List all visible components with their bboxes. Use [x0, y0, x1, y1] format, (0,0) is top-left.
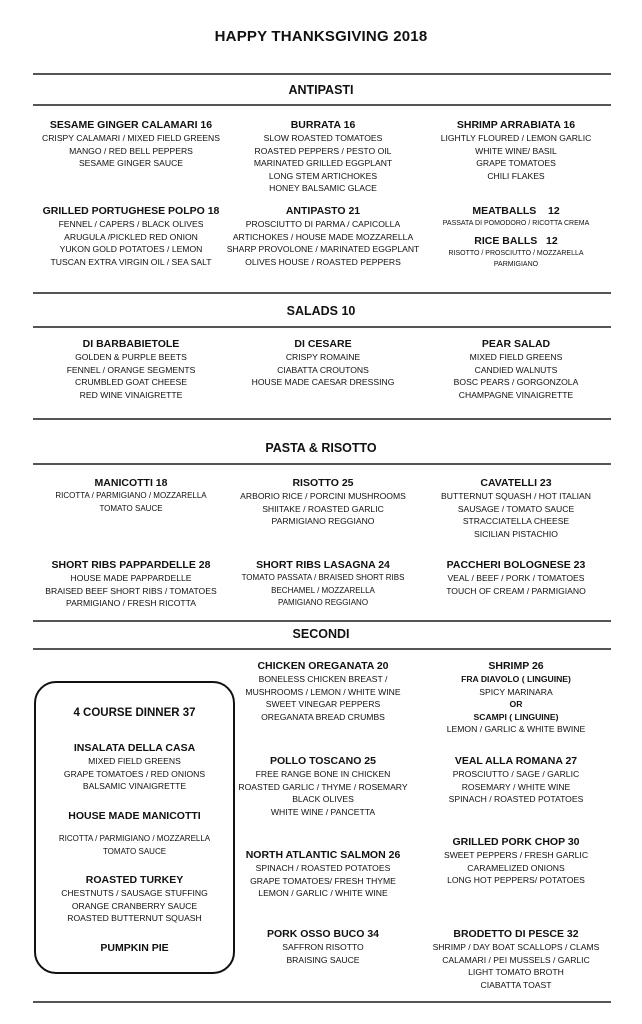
item-name: SHRIMP 26 — [488, 660, 544, 672]
menu-title: HAPPY THANKSGIVING 2018 — [214, 28, 428, 45]
item-desc: LEMON / GARLIC & WHITE BWINE — [446, 724, 586, 734]
item-manicotti — [33, 477, 229, 515]
item-desc: MIXED FIELD GREENS — [469, 352, 563, 362]
item-desc: FENNEL / CAPERS / BLACK OLIVES — [58, 219, 204, 229]
item-shrimp — [418, 660, 614, 736]
item-name: PUMPKIN PIE — [100, 942, 169, 954]
item-name: HOUSE MADE MANICOTTI — [68, 810, 201, 822]
item-desc: CRUMBLED GOAT CHEESE — [75, 377, 187, 387]
item-pork-osso-buco — [225, 928, 421, 966]
item-desc: TOMATO PASSATA / BRAISED SHORT RIBS — [241, 573, 405, 582]
item-di-cesare — [225, 338, 421, 389]
item-desc: ARBORIO RICE / PORCINI MUSHROOMS — [240, 491, 406, 501]
item-desc: RISOTTO / PROSCIUTTO / MOZZARELLA — [448, 250, 584, 257]
item-desc: BALSAMIC VINAIGRETTE — [82, 781, 187, 791]
item-desc: SWEET PEPPERS / FRESH GARLIC — [443, 850, 589, 860]
divider — [33, 463, 611, 465]
item-desc: BRAISING SAUCE — [286, 954, 360, 965]
item-desc: ORANGE CRANBERRY SAUCE — [71, 900, 198, 911]
item-di-barbabietole — [33, 338, 229, 401]
item-name: DI BARBABIETOLE — [82, 338, 180, 350]
item-desc: ROASTED PEPPERS / PESTO OIL — [254, 145, 392, 156]
item-desc: CARAMELIZED ONIONS — [467, 862, 565, 873]
item-name: MEATBALLS 12 — [472, 205, 560, 217]
item-name: GRILLED PORK CHOP 30 — [452, 836, 580, 848]
item-name: BURRATA 16 — [290, 119, 356, 131]
item-desc: MANGO / RED BELL PEPPERS — [69, 145, 193, 156]
item-desc: WHITE WINE / PANCETTA — [270, 806, 376, 817]
item-desc: BUTTERNUT SQUASH / HOT ITALIAN — [441, 491, 591, 501]
item-desc: PARMIGIANO / FRESH RICOTTA — [65, 598, 197, 608]
divider — [33, 73, 611, 75]
item-desc: ROSEMARY / WHITE WINE — [461, 781, 571, 792]
item-desc: ROASTED GARLIC / THYME / ROSEMARY — [238, 781, 408, 792]
item-desc: CHESTNUTS / SAUSAGE STUFFING — [61, 888, 208, 898]
item-desc: GRAPE TOMATOES — [476, 158, 556, 168]
item-desc: ROASTED BUTTERNUT SQUASH — [67, 913, 202, 923]
item-name: BRODETTO DI PESCE 32 — [453, 928, 579, 940]
divider — [33, 648, 611, 650]
item-desc: BONELESS CHICKEN BREAST / — [258, 674, 388, 684]
item-desc: OLIVES HOUSE / ROASTED PEPPERS — [245, 256, 401, 267]
item-desc: PASSATA DI POMODORO / RICOTTA CREMA — [442, 220, 590, 227]
item-desc: RICOTTA / PARMIGIANO / MOZZARELLA — [58, 834, 211, 843]
item-desc: SICILIAN PISTACHIO — [474, 528, 558, 539]
item-desc: SHIITAKE / ROASTED GARLIC — [262, 503, 384, 514]
item-desc: SHARP PROVOLONE / MARINATED EGGPLANT — [226, 244, 420, 254]
item-name: CAVATELLI 23 — [480, 477, 552, 489]
item-desc: VEAL / BEEF / PORK / TOMATOES — [447, 573, 585, 583]
item-name: NORTH ATLANTIC SALMON 26 — [245, 849, 401, 861]
item-name: SESAME GINGER CALAMARI 16 — [49, 119, 213, 131]
divider — [33, 104, 611, 106]
item-grilled-pork-chop — [418, 836, 614, 887]
item-desc: MUSHROOMS / LEMON / WHITE WINE — [245, 686, 401, 697]
item-desc: SAUSAGE / TOMATO SAUCE — [457, 503, 575, 514]
item-name: RISOTTO 25 — [292, 477, 354, 489]
item-desc: CALAMARI / PEI MUSSELS / GARLIC — [442, 954, 590, 965]
item-desc: RED WINE VINAIGRETTE — [79, 389, 183, 400]
item-desc: BLACK OLIVES — [292, 794, 354, 804]
item-desc: CANDIED WALNUTS — [474, 364, 558, 375]
item-brodetto-di-pesce — [418, 928, 614, 991]
item-desc: GRAPE TOMATOES/ FRESH THYME — [250, 875, 396, 886]
course-pie — [36, 941, 233, 955]
item-name: MANICOTTI 18 — [94, 477, 168, 489]
item-antipasto — [225, 205, 421, 268]
item-desc: STRACCIATELLA CHEESE — [462, 516, 570, 526]
item-desc: LIGHTLY FLOURED / LEMON GARLIC — [440, 133, 592, 143]
item-short-ribs-lasagna — [225, 559, 421, 610]
divider — [33, 292, 611, 294]
item-desc: CIABATTA TOAST — [480, 979, 552, 990]
item-desc: PROSCIUTTO DI PARMA / CAPICOLLA — [245, 219, 401, 229]
item-desc: CRISPY ROMAINE — [285, 352, 361, 362]
item-desc: FRA DIAVOLO ( LINGUINE) — [461, 674, 571, 684]
item-desc: SAFFRON RISOTTO — [282, 942, 364, 952]
four-course-dinner-box — [34, 681, 235, 974]
item-name: SHORT RIBS PAPPARDELLE 28 — [51, 559, 211, 571]
item-name: PACCHERI BOLOGNESE 23 — [446, 559, 586, 571]
item-north-atlantic-salmon — [225, 849, 421, 900]
section-salads: SALADS 10 — [286, 304, 356, 318]
item-desc: SPICY MARINARA — [479, 686, 553, 697]
item-short-ribs-pappardelle — [33, 559, 229, 610]
item-desc: TOUCH OF CREAM / PARMIGIANO — [446, 585, 586, 596]
item-desc: TUSCAN EXTRA VIRGIN OIL / SEA SALT — [50, 256, 212, 267]
item-name: SHORT RIBS LASAGNA 24 — [256, 559, 390, 571]
item-desc: CHAMPAGNE VINAIGRETTE — [458, 389, 574, 400]
item-name: GRILLED PORTUGHESE POLPO 18 — [42, 205, 220, 217]
item-name: RICE BALLS 12 — [474, 235, 558, 247]
item-name: DI CESARE — [294, 338, 352, 350]
item-desc: SLOW ROASTED TOMATOES — [263, 133, 383, 143]
item-name: ROASTED TURKEY — [85, 874, 184, 886]
item-desc: RICOTTA / PARMIGIANO / MOZZARELLA — [55, 491, 207, 500]
item-burrata — [225, 119, 421, 195]
item-pollo-toscano — [225, 755, 421, 818]
item-pear-salad — [418, 338, 614, 401]
item-name: SHRIMP ARRABIATA 16 — [456, 119, 576, 131]
item-desc: SPINACH / ROASTED POTATOES — [448, 794, 584, 804]
item-name: PEAR SALAD — [481, 338, 551, 350]
item-desc: PARMIGIANO REGGIANO — [271, 516, 375, 526]
item-desc: SCAMPI ( LINGUINE) — [473, 711, 559, 722]
course-manicotti — [36, 809, 233, 858]
item-desc: BRAISED BEEF SHORT RIBS / TOMATOES — [45, 585, 217, 596]
item-meatballs — [418, 205, 614, 229]
item-shrimp-arrabiata — [418, 119, 614, 182]
item-desc: PARMIGIANO — [493, 261, 539, 268]
item-desc: CRISPY CALAMARI / MIXED FIELD GREENS — [42, 133, 220, 143]
item-name: INSALATA DELLA CASA — [73, 742, 196, 754]
item-desc: FREE RANGE BONE IN CHICKEN — [255, 769, 391, 779]
item-desc: WHITE WINE/ BASIL — [475, 145, 557, 156]
item-name: VEAL ALLA ROMANA 27 — [454, 755, 578, 767]
item-desc: PAMIGIANO REGGIANO — [277, 598, 369, 607]
item-desc: BOSC PEARS / GORGONZOLA — [453, 377, 579, 387]
item-desc: SWEET VINEGAR PEPPERS — [265, 699, 381, 709]
item-desc: YUKON GOLD POTATOES / LEMON — [59, 244, 203, 254]
item-desc: TOMATO SAUCE — [99, 503, 163, 513]
item-desc: GRAPE TOMATOES / RED ONIONS — [63, 768, 206, 779]
item-desc: PROSCIUTTO / SAGE / GARLIC — [452, 769, 580, 779]
item-desc: HOUSE MADE CAESAR DRESSING — [251, 377, 395, 387]
item-desc: GOLDEN & PURPLE BEETS — [75, 352, 187, 362]
item-name: CHICKEN OREGANATA 20 — [257, 660, 389, 672]
item-grilled-polpo — [33, 205, 229, 268]
item-name: POLLO TOSCANO 25 — [270, 755, 376, 767]
item-desc: ARTICHOKES / HOUSE MADE MOZZARELLA — [232, 231, 414, 242]
item-cavatelli — [418, 477, 614, 540]
item-rice-balls — [418, 235, 614, 270]
item-desc: LIGHT TOMATO BROTH — [468, 967, 564, 977]
item-sesame-ginger-calamari — [33, 119, 229, 170]
divider — [33, 1001, 611, 1003]
item-desc: SHRIMP / DAY BOAT SCALLOPS / CLAMS — [432, 942, 600, 952]
section-secondi: SECONDI — [292, 627, 350, 641]
item-desc: ARUGULA /PICKLED RED ONION — [64, 231, 198, 242]
item-desc: CIABATTA CROUTONS — [277, 364, 369, 375]
divider — [33, 326, 611, 328]
course-title: 4 COURSE DINNER 37 — [73, 707, 196, 719]
item-veal-alla-romana — [418, 755, 614, 806]
divider — [33, 620, 611, 622]
section-pasta-risotto: PASTA & RISOTTO — [265, 441, 377, 455]
item-name: ANTIPASTO 21 — [285, 205, 361, 217]
item-desc: LONG STEM ARTICHOKES — [268, 170, 378, 181]
item-desc: HOUSE MADE PAPPARDELLE — [70, 573, 192, 583]
item-chicken-oreganata — [225, 660, 421, 723]
item-paccheri-bolognese — [418, 559, 614, 597]
course-turkey — [36, 873, 233, 925]
item-desc: MARINATED GRILLED EGGPLANT — [253, 158, 393, 168]
divider — [33, 418, 611, 420]
item-desc: OREGANATA BREAD CRUMBS — [261, 711, 385, 722]
item-desc: LONG HOT PEPPERS/ POTATOES — [447, 875, 585, 885]
item-desc: MIXED FIELD GREENS — [88, 756, 181, 766]
course-insalata — [36, 741, 233, 793]
item-desc: LEMON / GARLIC / WHITE WINE — [258, 888, 388, 898]
item-desc: SPINACH / ROASTED POTATOES — [255, 863, 391, 873]
item-desc: OR — [509, 699, 523, 709]
item-desc: TOMATO SAUCE — [102, 846, 167, 856]
item-desc: HONEY BALSAMIC GLACE — [269, 183, 377, 193]
item-risotto — [225, 477, 421, 528]
item-desc: SESAME GINGER SAUCE — [78, 158, 184, 168]
item-desc: BECHAMEL / MOZZARELLA — [271, 585, 375, 595]
section-antipasti: ANTIPASTI — [288, 83, 354, 97]
item-desc: FENNEL / ORANGE SEGMENTS — [66, 364, 196, 375]
item-name: PORK OSSO BUCO 34 — [266, 928, 380, 940]
item-desc: CHILI FLAKES — [487, 170, 545, 181]
